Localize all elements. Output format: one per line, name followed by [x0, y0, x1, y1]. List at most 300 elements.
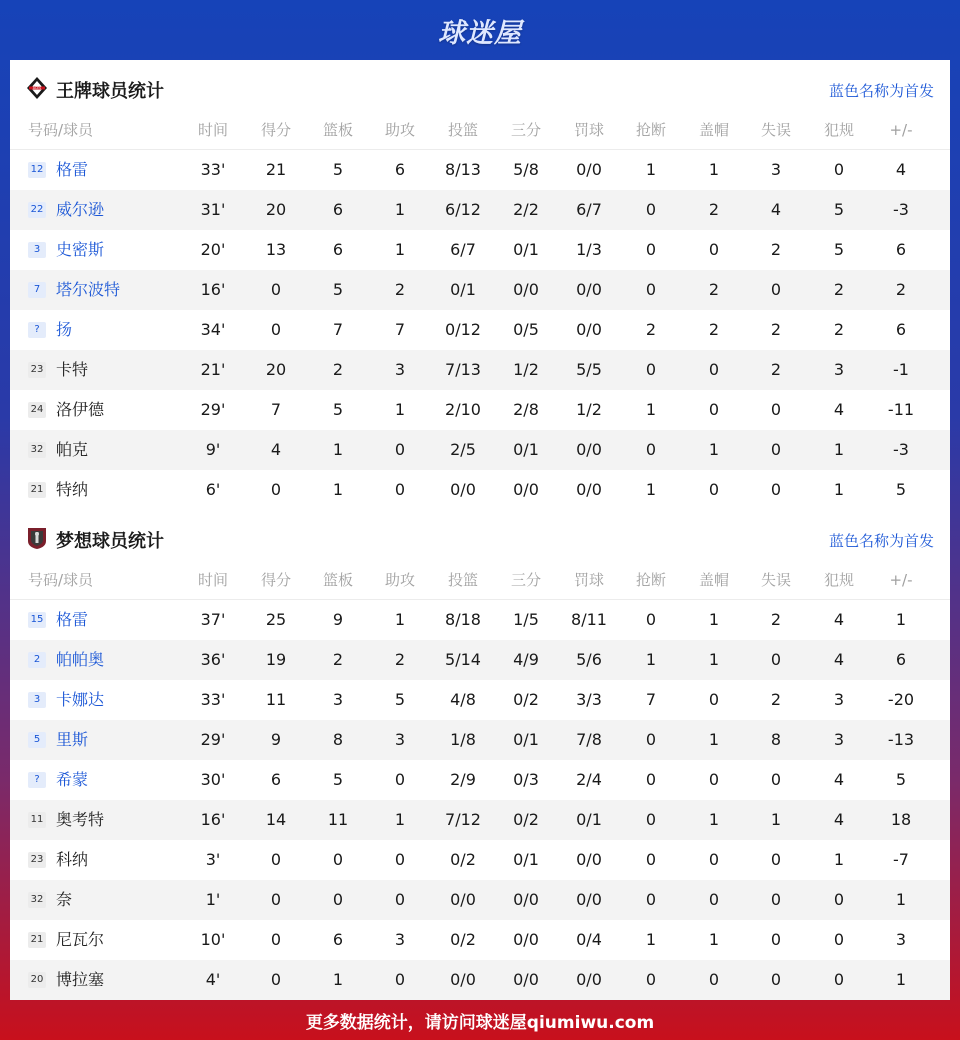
stat-cell: 0/1	[513, 850, 539, 869]
svg-text:ACES: ACES	[32, 86, 42, 91]
stat-cell: 1	[833, 440, 845, 459]
stat-cell: 7/13	[445, 360, 481, 379]
dream-logo-icon	[26, 526, 48, 550]
stat-cell: 34'	[200, 320, 226, 339]
player-name-link[interactable]: 帕克	[56, 440, 89, 459]
stat-cell: 4	[270, 440, 282, 459]
player-row[interactable]	[10, 720, 950, 760]
player-name-link[interactable]: 格雷	[56, 160, 89, 179]
stat-cell: 1	[708, 730, 720, 749]
stat-cell: 0	[394, 850, 406, 869]
stat-cell: 7	[394, 320, 406, 339]
stat-cell: 0	[770, 280, 782, 299]
stat-cell: 2	[833, 320, 845, 339]
stat-cell: 0	[394, 440, 406, 459]
column-header[interactable]: 助攻	[384, 571, 415, 589]
column-header[interactable]: 盖帽	[698, 121, 729, 139]
stat-cell: 0	[645, 280, 657, 299]
stat-cell: 0	[708, 890, 720, 909]
brand-bar	[0, 0, 960, 60]
column-header-row	[10, 110, 950, 150]
stat-cell: 5/6	[576, 650, 602, 669]
jersey-number-badge: 23	[28, 362, 46, 378]
stat-cell: 0/0	[450, 970, 476, 989]
stat-cell: 6	[332, 240, 344, 259]
stat-cell: 1	[645, 480, 657, 499]
stat-cell: 1	[833, 480, 845, 499]
stat-cell: 6	[895, 320, 907, 339]
stat-cell: 8/13	[445, 160, 481, 179]
stat-cell: 0/0	[576, 850, 602, 869]
stat-cell: 14	[265, 810, 287, 829]
stat-cell: 2	[770, 240, 782, 259]
jersey-number-badge: 32	[28, 892, 46, 908]
stat-cell: 6	[332, 200, 344, 219]
stat-cell: 10'	[200, 930, 226, 949]
stat-cell: 13	[265, 240, 287, 259]
stat-cell: 0/5	[513, 320, 539, 339]
jersey-number-badge: 5	[28, 732, 46, 748]
stat-cell: 0	[394, 770, 406, 789]
stat-cell: 0	[770, 400, 782, 419]
stat-cell: 3	[833, 360, 845, 379]
stat-cell: -20	[887, 690, 915, 709]
jersey-number-badge: 12	[28, 162, 46, 178]
stat-cell: 29'	[200, 400, 226, 419]
column-header[interactable]: 盖帽	[698, 571, 729, 589]
stat-cell: 3/3	[576, 690, 602, 709]
stat-cell: 8/11	[571, 610, 607, 629]
brand-logo: 球迷屋	[438, 17, 522, 49]
stat-cell: 0	[645, 890, 657, 909]
team-title: 梦想球员统计	[56, 531, 164, 552]
column-header[interactable]: 三分	[510, 121, 541, 139]
stat-cell: 2	[708, 320, 720, 339]
stat-cell: 2/8	[513, 400, 539, 419]
column-header[interactable]: 时间	[197, 571, 228, 589]
stats-panel	[10, 60, 950, 1000]
stat-cell: 3	[833, 730, 845, 749]
player-name-link[interactable]: 洛伊德	[56, 400, 105, 419]
column-header-row	[10, 560, 950, 600]
stat-cell: 2/5	[450, 440, 476, 459]
stat-cell: 0	[270, 480, 282, 499]
stat-cell: 5	[895, 770, 907, 789]
stat-cell: 21'	[200, 360, 226, 379]
stat-cell: 5	[833, 200, 845, 219]
team-title: 王牌球员统计	[56, 81, 164, 102]
stat-cell: 0/0	[450, 480, 476, 499]
player-name-link[interactable]: 格雷	[56, 610, 89, 629]
stat-cell: 16'	[200, 810, 226, 829]
player-row[interactable]	[10, 840, 950, 880]
stat-cell: 2	[770, 360, 782, 379]
stat-cell: 2/9	[450, 770, 476, 789]
stat-cell: 1	[708, 930, 720, 949]
stat-cell: 1/3	[576, 240, 602, 259]
stat-cell: 0	[708, 850, 720, 869]
stat-cell: 4	[833, 810, 845, 829]
stat-cell: 0/0	[450, 890, 476, 909]
player-name-link[interactable]: 博拉塞	[56, 970, 105, 989]
player-row[interactable]	[10, 310, 950, 350]
column-header[interactable]: 抢断	[635, 571, 666, 589]
stat-cell: 4	[833, 610, 845, 629]
player-name-link[interactable]: 希蒙	[56, 770, 89, 789]
player-row[interactable]	[10, 880, 950, 920]
player-name-link[interactable]: 卡特	[56, 360, 89, 379]
jersey-number-badge: 11	[28, 812, 46, 828]
stat-cell: 1	[708, 610, 720, 629]
stat-cell: 1	[645, 160, 657, 179]
starter-legend-note: 蓝色名称为首发	[828, 82, 934, 100]
stat-cell: 5/8	[513, 160, 539, 179]
column-header[interactable]: 失误	[760, 121, 791, 139]
team-header	[10, 510, 950, 566]
stat-cell: 7	[332, 320, 344, 339]
column-header[interactable]: 犯规	[823, 571, 854, 589]
stat-cell: 1/5	[513, 610, 539, 629]
player-row[interactable]	[10, 960, 950, 1000]
player-name-link[interactable]: 卡娜达	[56, 690, 105, 709]
stat-cell: 1	[645, 930, 657, 949]
column-header[interactable]: 得分	[260, 571, 291, 589]
column-header[interactable]: 篮板	[322, 121, 353, 139]
stat-cell: 1	[394, 240, 406, 259]
stat-cell: 25	[265, 610, 287, 629]
stat-cell: 2	[394, 650, 406, 669]
stat-cell: 0	[833, 930, 845, 949]
stat-cell: 0	[770, 650, 782, 669]
column-header[interactable]: 号码/球员	[28, 121, 94, 139]
player-name-link[interactable]: 里斯	[56, 730, 89, 749]
stat-cell: 0	[770, 440, 782, 459]
stat-cell: 0	[770, 930, 782, 949]
stat-cell: 0	[645, 730, 657, 749]
player-name-link[interactable]: 威尔逊	[56, 200, 105, 219]
stat-cell: 0	[645, 850, 657, 869]
stat-cell: 1	[708, 440, 720, 459]
stat-cell: 2	[833, 280, 845, 299]
column-header[interactable]: +/-	[889, 121, 913, 139]
stat-cell: 7/8	[576, 730, 602, 749]
stat-cell: 1/2	[513, 360, 539, 379]
stat-cell: 0/0	[576, 320, 602, 339]
player-row[interactable]	[10, 350, 950, 390]
jersey-number-badge: 3	[28, 242, 46, 258]
stat-cell: -3	[893, 440, 909, 459]
stat-cell: 19	[265, 650, 287, 669]
player-row[interactable]	[10, 640, 950, 680]
stat-cell: 11	[327, 810, 349, 829]
stat-cell: 2	[708, 200, 720, 219]
stat-cell: 0	[708, 360, 720, 379]
stat-cell: 1	[708, 650, 720, 669]
stat-cell: 3	[394, 930, 406, 949]
stat-cell: 1	[833, 850, 845, 869]
stat-cell: 5	[833, 240, 845, 259]
stat-cell: 0/12	[445, 320, 481, 339]
player-name-link[interactable]: 帕帕奥	[56, 650, 105, 669]
stat-cell: 33'	[200, 690, 226, 709]
stat-cell: 2/2	[513, 200, 539, 219]
stat-cell: 6/7	[576, 200, 602, 219]
stat-cell: 6/12	[445, 200, 481, 219]
stat-cell: 9	[332, 610, 344, 629]
stat-cell: 1	[708, 160, 720, 179]
stat-cell: 0/3	[513, 770, 539, 789]
column-header[interactable]: 投篮	[447, 121, 478, 139]
stat-cell: 18	[890, 810, 912, 829]
column-header[interactable]: 篮板	[322, 571, 353, 589]
stat-cell: 8/18	[445, 610, 481, 629]
stat-cell: 0	[770, 970, 782, 989]
stat-cell: 0/1	[513, 440, 539, 459]
jersey-number-badge: 32	[28, 442, 46, 458]
stat-cell: 3	[394, 730, 406, 749]
stat-cell: 0/0	[576, 280, 602, 299]
stat-cell: 8	[770, 730, 782, 749]
stat-cell: 6/7	[450, 240, 476, 259]
player-name-link[interactable]: 史密斯	[56, 240, 105, 259]
jersey-number-badge: 23	[28, 852, 46, 868]
stat-cell: 2	[645, 320, 657, 339]
stat-cell: 0/0	[513, 480, 539, 499]
column-header[interactable]: 时间	[197, 121, 228, 139]
jersey-number-badge: 21	[28, 932, 46, 948]
player-row[interactable]	[10, 430, 950, 470]
stat-cell: 1	[645, 650, 657, 669]
stat-cell: 2/4	[576, 770, 602, 789]
stat-cell: 8	[332, 730, 344, 749]
footer-banner[interactable]: 更多数据统计，请访问球迷屋qiumiwu.com	[305, 1012, 655, 1033]
column-header[interactable]: 罚球	[573, 121, 604, 139]
stat-cell: 2	[394, 280, 406, 299]
stat-cell: 33'	[200, 160, 226, 179]
stat-cell: 3	[394, 360, 406, 379]
column-header[interactable]: 助攻	[384, 121, 415, 139]
column-header[interactable]: 三分	[510, 571, 541, 589]
stat-cell: 6	[895, 650, 907, 669]
stat-cell: 5/5	[576, 360, 602, 379]
stat-cell: 20'	[200, 240, 226, 259]
stat-cell: 2/10	[445, 400, 481, 419]
stat-cell: 0/1	[450, 280, 476, 299]
stat-cell: 7	[270, 400, 282, 419]
jersey-number-badge: 20	[28, 972, 46, 988]
stat-cell: 0/2	[513, 810, 539, 829]
player-row[interactable]	[10, 470, 950, 510]
stat-cell: 6	[332, 930, 344, 949]
stat-cell: 9'	[205, 440, 221, 459]
stat-cell: 20	[265, 360, 287, 379]
stat-cell: 1	[394, 200, 406, 219]
stat-cell: 5	[332, 280, 344, 299]
column-header[interactable]: 号码/球员	[28, 571, 94, 589]
stat-cell: 4	[833, 770, 845, 789]
player-name-link[interactable]: 塔尔波特	[56, 280, 121, 299]
stat-cell: 36'	[200, 650, 226, 669]
stat-cell: 2	[332, 360, 344, 379]
stat-cell: 1/8	[450, 730, 476, 749]
stat-cell: 0	[645, 240, 657, 259]
jersey-number-badge: 21	[28, 482, 46, 498]
stat-cell: 2	[770, 610, 782, 629]
stat-cell: 0	[645, 440, 657, 459]
stat-cell: 0/2	[513, 690, 539, 709]
stat-cell: 4	[833, 650, 845, 669]
stat-cell: 0	[770, 770, 782, 789]
stat-cell: 0	[332, 890, 344, 909]
stat-cell: 0/0	[576, 160, 602, 179]
stat-cell: 0	[770, 480, 782, 499]
stat-cell: 37'	[200, 610, 226, 629]
stat-cell: 0	[833, 890, 845, 909]
player-row[interactable]	[10, 270, 950, 310]
jersey-number-badge: 7	[28, 282, 46, 298]
column-header[interactable]: +/-	[889, 571, 913, 589]
stat-cell: 1	[332, 970, 344, 989]
jersey-number-badge: ?	[28, 772, 46, 788]
player-row[interactable]	[10, 390, 950, 430]
column-header[interactable]: 投篮	[447, 571, 478, 589]
jersey-number-badge: 15	[28, 612, 46, 628]
stat-cell: 0/0	[513, 970, 539, 989]
player-row[interactable]	[10, 150, 950, 190]
stat-cell: 9	[270, 730, 282, 749]
stat-cell: 0/0	[513, 890, 539, 909]
starter-legend-note: 蓝色名称为首发	[828, 532, 934, 550]
stat-cell: 0	[708, 240, 720, 259]
stat-cell: 0	[645, 360, 657, 379]
stat-cell: 3	[332, 690, 344, 709]
stat-cell: 0	[708, 970, 720, 989]
stat-cell: 4	[895, 160, 907, 179]
stat-cell: 0	[270, 930, 282, 949]
stat-cell: 3	[895, 930, 907, 949]
player-row[interactable]	[10, 920, 950, 960]
stat-cell: 0	[332, 850, 344, 869]
stat-cell: 1	[895, 890, 907, 909]
jersey-number-badge: 2	[28, 652, 46, 668]
stat-cell: -7	[893, 850, 909, 869]
stat-cell: 1/2	[576, 400, 602, 419]
player-name-link[interactable]: 科纳	[56, 850, 89, 869]
stat-cell: 5/14	[445, 650, 481, 669]
player-name-link[interactable]: 特纳	[56, 480, 89, 499]
stat-cell: 4/9	[513, 650, 539, 669]
stat-cell: 0/2	[450, 850, 476, 869]
stat-cell: 0/0	[513, 930, 539, 949]
stat-cell: 1	[394, 810, 406, 829]
stat-cell: 1	[708, 810, 720, 829]
stat-cell: 5	[895, 480, 907, 499]
stat-cell: 4/8	[450, 690, 476, 709]
stat-cell: 7	[645, 690, 657, 709]
stat-cell: 31'	[200, 200, 226, 219]
stat-cell: 5	[394, 690, 406, 709]
stat-cell: 0/0	[513, 280, 539, 299]
column-header[interactable]: 罚球	[573, 571, 604, 589]
player-name-link[interactable]: 扬	[56, 320, 73, 339]
stat-cell: 1	[332, 440, 344, 459]
stat-cell: 0	[708, 690, 720, 709]
stat-cell: 0/0	[576, 890, 602, 909]
player-row[interactable]	[10, 800, 950, 840]
stat-cell: 0/1	[513, 730, 539, 749]
column-header[interactable]: 犯规	[823, 121, 854, 139]
jersey-number-badge: ?	[28, 322, 46, 338]
stat-cell: 4'	[205, 970, 221, 989]
player-name-link[interactable]: 奥考特	[56, 810, 105, 829]
stat-cell: 1	[770, 810, 782, 829]
player-row[interactable]	[10, 680, 950, 720]
jersey-number-badge: 3	[28, 692, 46, 708]
player-row[interactable]	[10, 600, 950, 640]
stat-cell: 6	[270, 770, 282, 789]
stat-cell: 29'	[200, 730, 226, 749]
player-name-link[interactable]: 尼瓦尔	[56, 930, 105, 949]
stat-cell: 6	[394, 160, 406, 179]
stat-cell: 21	[265, 160, 287, 179]
stat-cell: 3	[833, 690, 845, 709]
stat-cell: 0	[394, 480, 406, 499]
player-row[interactable]	[10, 760, 950, 800]
jersey-number-badge: 24	[28, 402, 46, 418]
stat-cell: 1	[645, 400, 657, 419]
stat-cell: 0	[708, 480, 720, 499]
column-header[interactable]: 失误	[760, 571, 791, 589]
stat-cell: 0	[270, 970, 282, 989]
stat-cell: 6	[895, 240, 907, 259]
stat-cell: 5	[332, 770, 344, 789]
stat-cell: -1	[893, 360, 909, 379]
stat-cell: 0	[270, 280, 282, 299]
stat-cell: 0/1	[513, 240, 539, 259]
column-header[interactable]: 得分	[260, 121, 291, 139]
stat-cell: 0	[645, 970, 657, 989]
stat-cell: 0/0	[576, 480, 602, 499]
stat-cell: 0	[833, 970, 845, 989]
player-row[interactable]	[10, 230, 950, 270]
stat-cell: 1	[895, 610, 907, 629]
stat-cell: 0	[394, 890, 406, 909]
stat-cell: 0/0	[576, 970, 602, 989]
stat-cell: 2	[708, 280, 720, 299]
player-name-link[interactable]: 奈	[56, 890, 73, 909]
aces-logo-icon	[26, 76, 48, 100]
stat-cell: 5	[332, 160, 344, 179]
stat-cell: 0	[645, 200, 657, 219]
jersey-number-badge: 22	[28, 202, 46, 218]
stat-cell: 0	[645, 770, 657, 789]
stat-cell: 2	[770, 320, 782, 339]
stat-cell: 2	[895, 280, 907, 299]
stat-cell: 0	[270, 320, 282, 339]
stat-cell: 6'	[205, 480, 221, 499]
stat-cell: 3	[770, 160, 782, 179]
player-row[interactable]	[10, 190, 950, 230]
stat-cell: 0	[645, 610, 657, 629]
team-header	[10, 60, 950, 116]
stat-cell: 7/12	[445, 810, 481, 829]
stat-cell: 20	[265, 200, 287, 219]
stat-cell: -11	[887, 400, 915, 419]
stat-cell: 0/2	[450, 930, 476, 949]
stat-cell: 0	[770, 890, 782, 909]
column-header[interactable]: 抢断	[635, 121, 666, 139]
stat-cell: 0	[833, 160, 845, 179]
